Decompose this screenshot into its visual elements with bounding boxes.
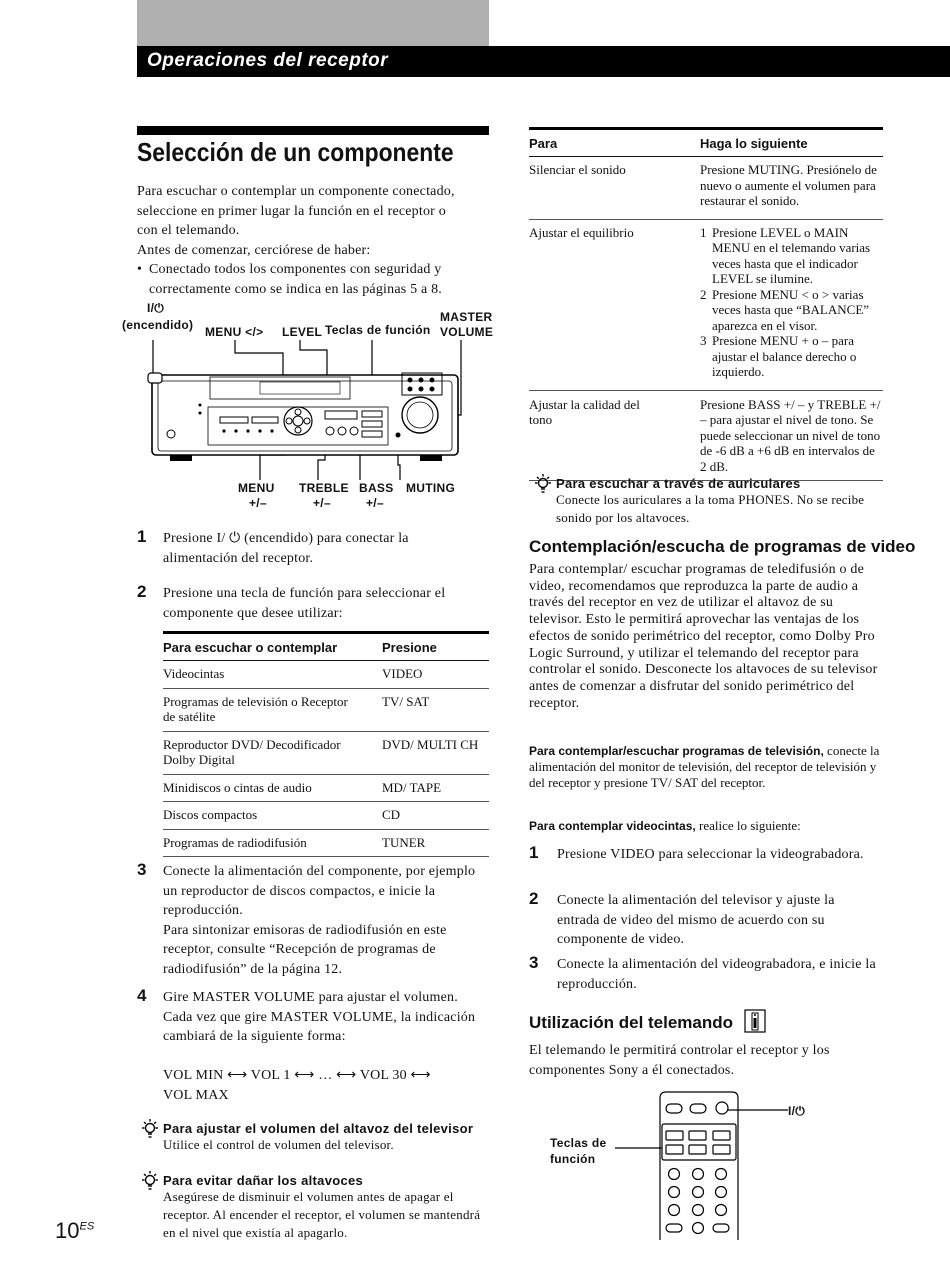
lightbulb-icon [533, 473, 553, 500]
step-text: Gire MASTER VOLUME para ajustar el volumen. Cada vez que gire MASTER VOLUME, la indicación cambiará de la siguiente forma: [163, 990, 476, 1044]
lightbulb-icon [140, 1170, 160, 1197]
label-menu-pm-sub: +/– [249, 496, 267, 510]
intro-line: Para escuchar o contemplar un componente conectado, [137, 184, 455, 199]
label-master: MASTER [440, 310, 493, 324]
receiver-front-panel [140, 335, 480, 480]
label-muting: MUTING [406, 481, 456, 495]
bullet-text: Conectado todos los componentes con seguridad y correctamente como se indica en las páginas 5 a 8. [149, 262, 442, 297]
table-header-row [163, 633, 489, 661]
page-number-suffix: ES [79, 1220, 95, 1233]
tip-body: Conecte los auriculares a la toma PHONES. No se recibe sonido por los altavoces. [556, 492, 865, 525]
table-cell: VIDEO [382, 661, 489, 689]
table-row [163, 829, 489, 857]
table-cell: Videocintas [163, 661, 382, 689]
tip-title: Para escuchar a través de auriculares [556, 476, 801, 491]
balance-step: 2 Presione MENU < o > varias veces hasta que “BALANCE” aparezca en el visor. [700, 286, 870, 333]
label-remote-keys-2: función [550, 1152, 596, 1166]
table-cell: CD [382, 802, 489, 830]
label-remote-power: I/⏻ [788, 1104, 806, 1118]
tip-headphones [533, 473, 888, 527]
page-number [55, 1218, 94, 1244]
table-cell: MD/ TAPE [382, 774, 489, 802]
step-text: Presione una tecla de función para seleccionar el componente que desee utilizar: [163, 586, 446, 621]
balance-steps [700, 225, 883, 380]
table-row [163, 802, 489, 830]
function-table [163, 631, 489, 857]
label-power: I/⏻ [147, 301, 165, 315]
step-number: 1 [137, 527, 147, 546]
step-number: 3 [137, 860, 147, 879]
section-title: Operaciones del receptor [147, 50, 389, 71]
label-volume: VOLUME [440, 325, 494, 339]
table-row [163, 774, 489, 802]
tip-protect-speakers [140, 1170, 485, 1242]
video-section-body: Para contemplar/ escuchar programas de teledifusión o de video, recomendamos que reproduzca la parte de audio a través del receptor en vez de utilizar el altavoz de su televisor. Esto le permitirá aprovechar las ventajas de los efectos de sonido perimétrico del receptor, como Dolby Pro Logic Surround, y utilizar el telemando del receptor para controlar el sonido. Desconecte los altavoces de su televisor antes de comenzar a disfrutar del sonido perimétrico del receptor. [529, 562, 878, 711]
table-header-cell: Presione [382, 633, 489, 661]
bullet-item [137, 260, 497, 299]
title-rule [137, 126, 489, 135]
step-text [163, 862, 483, 979]
table-row [163, 661, 489, 689]
table-cell: Programas de radiodifusión [163, 829, 382, 857]
volume-line: VOL MIN ⟷ VOL 1 ⟷ … ⟷ VOL 30 ⟷ [163, 1068, 431, 1083]
table-cell: DVD/ MULTI CH [382, 731, 489, 774]
table-row [163, 731, 489, 774]
tip-body: Asegúrese de disminuir el volumen antes de apagar el receptor. Al encender el receptor, el volumen se mantendrá en el nivel que existía al apagarlo. [163, 1189, 481, 1240]
table-header-cell: Para [529, 129, 700, 157]
page-title: Selección de un componente [137, 137, 454, 167]
step-text: Conecte la alimentación del televisor y ajuste la entrada de video del mismo de acuerdo con su componente de video. [557, 893, 835, 947]
step-number: 2 [137, 582, 147, 601]
step-paragraph: Para sintonizar emisoras de radiodifusión en este receptor, consulte “Recepción de programas de radiodifusión” de la página 12. [163, 922, 447, 977]
volume-sequence [163, 1066, 431, 1105]
label-treble: TREBLE [299, 481, 349, 495]
table-header-row [529, 129, 883, 157]
video-section-title: Contemplación/escucha de programas de video [529, 537, 916, 556]
remote-title-text: Utilización del telemando [529, 1012, 734, 1032]
tip-title: Para ajustar el volumen del altavoz del televisor [163, 1121, 474, 1136]
tip-title: Para evitar dañar los altavoces [163, 1173, 364, 1188]
step-number: 3 [529, 953, 539, 972]
step-text: Presione VIDEO para seleccionar la videograbadora. [557, 847, 864, 862]
label-function-keys: Teclas de función [325, 323, 431, 337]
step-number: 2 [529, 889, 539, 908]
lightbulb-icon [140, 1118, 160, 1145]
tip-body: Utilice el control de volumen del televisor. [163, 1137, 394, 1152]
intro-line: con el telemando. [137, 223, 240, 238]
remote-section-title [529, 1009, 766, 1038]
remote-section-body: El telemando le permitirá controlar el receptor y los componentes Sony a él conectados. [529, 1043, 830, 1078]
table-cell: Presione BASS +/ – y TREBLE +/ – para ajustar el nivel de tono. Se puede seleccionar un nivel de tono de -6 dB a +6 dB en intervalos de 2 dB. [700, 390, 883, 481]
intro-line: seleccione en primer lugar la función en el receptor o [137, 203, 446, 219]
section-header-bar [137, 46, 950, 77]
table-cell: TUNER [382, 829, 489, 857]
table-cell [700, 219, 883, 390]
tv-body: conecte la alimentación del monitor de televisión, del receptor de televisión y del receptor y presione TV/ SAT del receptor. [529, 743, 880, 790]
table-row [529, 219, 883, 390]
volume-line: VOL MAX [163, 1087, 229, 1103]
tv-lead: Para contemplar/escuchar programas de televisión, [529, 744, 824, 758]
label-remote-keys-1: Teclas de [550, 1136, 607, 1150]
header-tab [137, 0, 489, 46]
label-treble-sub: +/– [313, 496, 331, 510]
table-cell: Minidiscos o cintas de audio [163, 774, 382, 802]
table-cell: TV/ SAT [382, 688, 489, 731]
tv-instructions [529, 743, 885, 791]
table-cell: Reproductor DVD/ Decodificador Dolby Digital [163, 731, 382, 774]
balance-step: 3 Presione MENU + o – para ajustar el balance derecho o izquierdo. [700, 333, 857, 379]
intro-line: Antes de comenzar, cerciórese de haber: [137, 242, 371, 258]
page-number-value: 10 [55, 1218, 80, 1243]
step-paragraph: Conecte la alimentación del componente, por ejemplo un reproductor de discos compactos, e inicie la reproducción. [163, 864, 476, 918]
videotape-instructions [529, 818, 885, 834]
step-number: 4 [137, 986, 147, 1005]
table-cell: Discos compactos [163, 802, 382, 830]
table-row [529, 157, 883, 220]
table-row [529, 390, 883, 481]
remote-control-drawing [600, 1090, 790, 1240]
table-cell: Programas de televisión o Receptor de satélite [163, 688, 382, 731]
table-row [163, 688, 489, 731]
label-bass-sub: +/– [366, 496, 384, 510]
bullet-dot: • [137, 262, 143, 277]
table-cell: Ajustar la calidad del tono [529, 390, 700, 481]
label-menu-pm: MENU [238, 481, 275, 495]
intro-text [137, 182, 497, 299]
adjust-table [529, 127, 883, 481]
step-number: 1 [529, 843, 539, 862]
table-cell: Silenciar el sonido [529, 157, 700, 220]
table-cell: Ajustar el equilibrio [529, 219, 700, 390]
label-bass: BASS [359, 481, 394, 495]
label-level: LEVEL [282, 325, 323, 339]
label-menu-arrows: MENU </> [205, 325, 264, 339]
label-power-sub: (encendido) [122, 318, 194, 332]
step-text: Presione I/ ⏻ (encendido) para conectar la alimentación del receptor. [163, 531, 409, 566]
videotape-body: realice lo siguiente: [698, 818, 801, 833]
balance-step: 1 Presione LEVEL o MAIN MENU en el telemando varias veces hasta que el indicador LEVEL se ilumine. [700, 224, 871, 286]
table-cell: Presione MUTING. Presiónelo de nuevo o aumente el volumen para restaurar el sonido. [700, 157, 883, 220]
videotape-lead: Para contemplar videocintas, [529, 819, 696, 833]
step-text: Conecte la alimentación del videograbadora, e inicie la reproducción. [557, 957, 876, 992]
tip-tv-volume [140, 1118, 485, 1154]
table-header-cell: Para escuchar o contemplar [163, 633, 382, 661]
remote-icon [744, 1009, 766, 1038]
table-header-cell: Haga lo siguiente [700, 129, 883, 157]
